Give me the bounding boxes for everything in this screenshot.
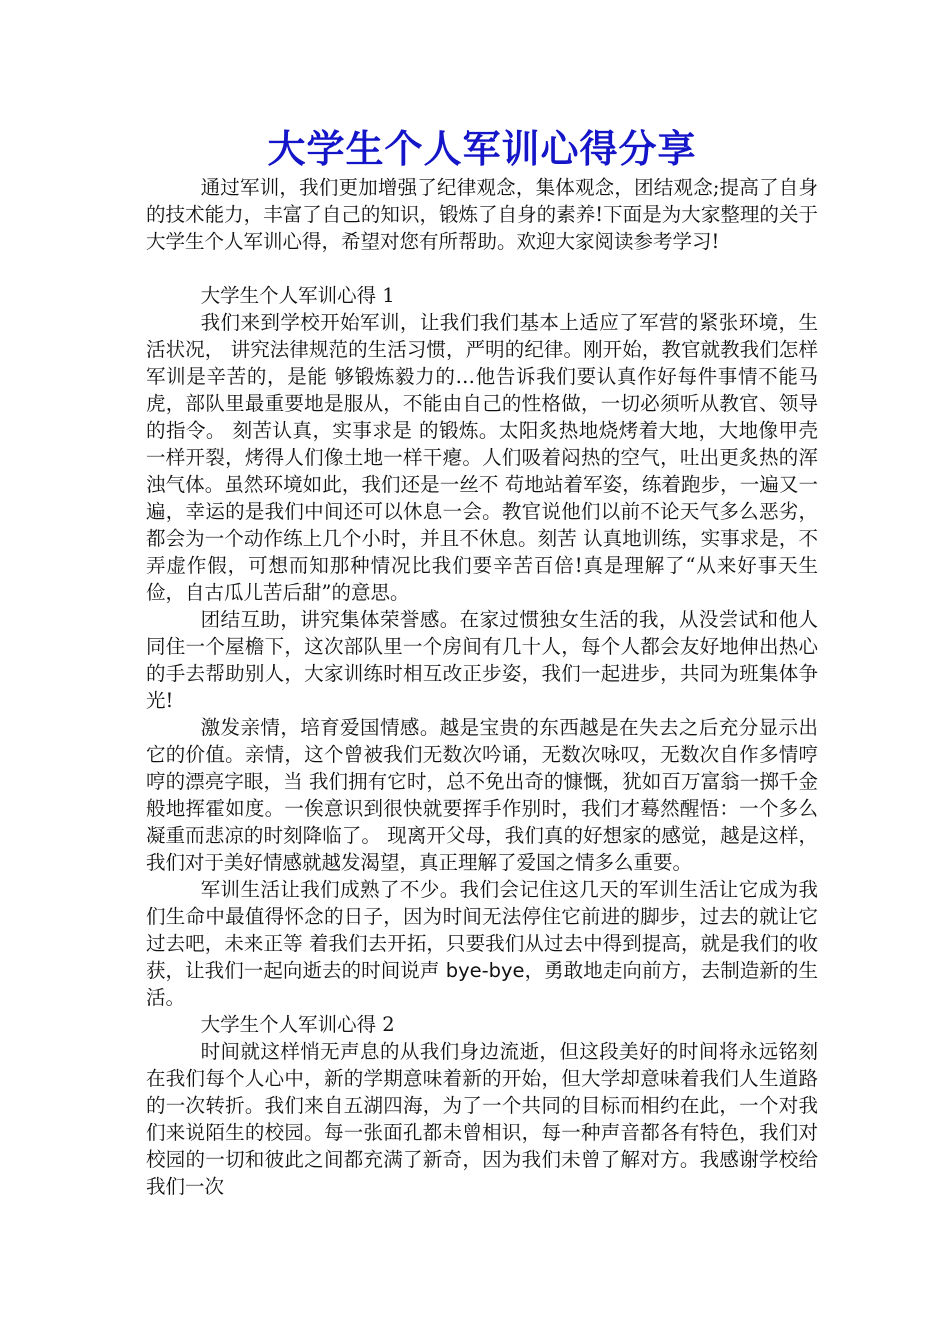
blank-line (146, 255, 818, 282)
paragraph-text-part: 军训生活让我们成熟了不少。我们会记住这几天的军训生活让它成为我们生命中最值得怀念的日子，因为时间无法停住它前进的脚步，过去的就让它过去吧，未来正等 着我们去开拓，只要我们从过去中得到提高，就是我们的收获，让我们一起向逝去的时间说声 (146, 878, 818, 982)
page-title: 大学生个人军训心得分享 (267, 127, 697, 171)
section-1-paragraph-2: 团结互助，讲究集体荣誉感。在家过惯独女生活的我，从没尝试和他人同住一个屋檐下，这次部队里一个房间有几十人，每个人都会友好地伸出热心的手去帮助别人，大家训练时相互改正步姿，我们一起进步，共同为班集体争光! (146, 608, 818, 712)
section-1-paragraph-1: 我们来到学校开始军训，让我们我们基本上适应了军营的紧张环境，生活状况， 讲究法律规范的生活习惯，严明的纪律。刚开始，教官就教我们怎样军训是辛苦的，是能 够锻炼毅力的…他告诉我们要认真作好每件事情不能马虎，部队里最重要地是服从，不能由自己的性格做，一切必须听从教官、领导的指令。 刻苦认真，实事求是 的锻炼。太阳炙热地烧烤着大地，大地像甲壳一样开裂，烤得人们像土地一样干瘪。人们吸着闷热的空气，吐出更炙热的浑浊气体。虽然环境如此，我们还是一丝不 苟地站着军姿，练着跑步，一遍又一遍，幸运的是我们中间还可以休息一会。教官说他们以前不论天气多么恶劣，都会为一个动作练上几个小时，并且不休息。刻苦 认真地训练，实事求是，不弄虚作假，可想而知那种情况比我们要辛苦百倍!真是理解了“从来好事天生俭，自古瓜儿苦后甜”的意思。 (146, 311, 818, 604)
paragraph-text-part: ，勇敢地走向前方，去制造新的生活。 (146, 959, 818, 1009)
section-2-heading: 大学生个人军训心得 2 (200, 1013, 395, 1036)
document-body (146, 174, 818, 1200)
section-1-paragraph-3: 激发亲情，培育爱国情感。越是宝贵的东西越是在失去之后充分显示出它的价值。亲情，这个曾被我们无数次吟诵，无数次咏叹，无数次自作多情哼哼的漂亮字眼，当 我们拥有它时，总不免出奇的慷慨，犹如百万富翁一掷千金般地挥霍如度。一俟意识到很快就要挥手作别时，我们才蓦然醒悟：一个多么凝重而悲凉的时刻降临了。 现离开父母，我们真的好想家的感觉，越是这样，我们对于美好情感就越发渴望，真正理解了爱国之情多么重要。 (146, 716, 818, 874)
intro-paragraph: 通过军训，我们更加增强了纪律观念，集体观念，团结观念;提高了自身的技术能力，丰富了自己的知识，锻炼了自身的素养!下面是为大家整理的关于大学生个人军训心得，希望对您有所帮助。欢迎大家阅读参考学习! (146, 176, 818, 253)
section-1-paragraph-4 (146, 876, 818, 1011)
section-1-heading: 大学生个人军训心得 1 (200, 284, 395, 307)
section-2-paragraph-1: 时间就这样悄无声息的从我们身边流逝，但这段美好的时间将永远铭刻在我们每个人心中，新的学期意味着新的开始，但大学却意味着我们人生道路的一次转折。我们来自五湖四海，为了一个共同的目标而相约在此，一个对我们来说陌生的校园。每一张面孔都未曾相识，每一种声音都各有特色，我们对校园的一切和彼此之间都充满了新奇，因为我们未曾了解对方。我感谢学校给我们一次 (146, 1040, 818, 1198)
paragraph-latin-word: bye-bye (445, 959, 525, 982)
